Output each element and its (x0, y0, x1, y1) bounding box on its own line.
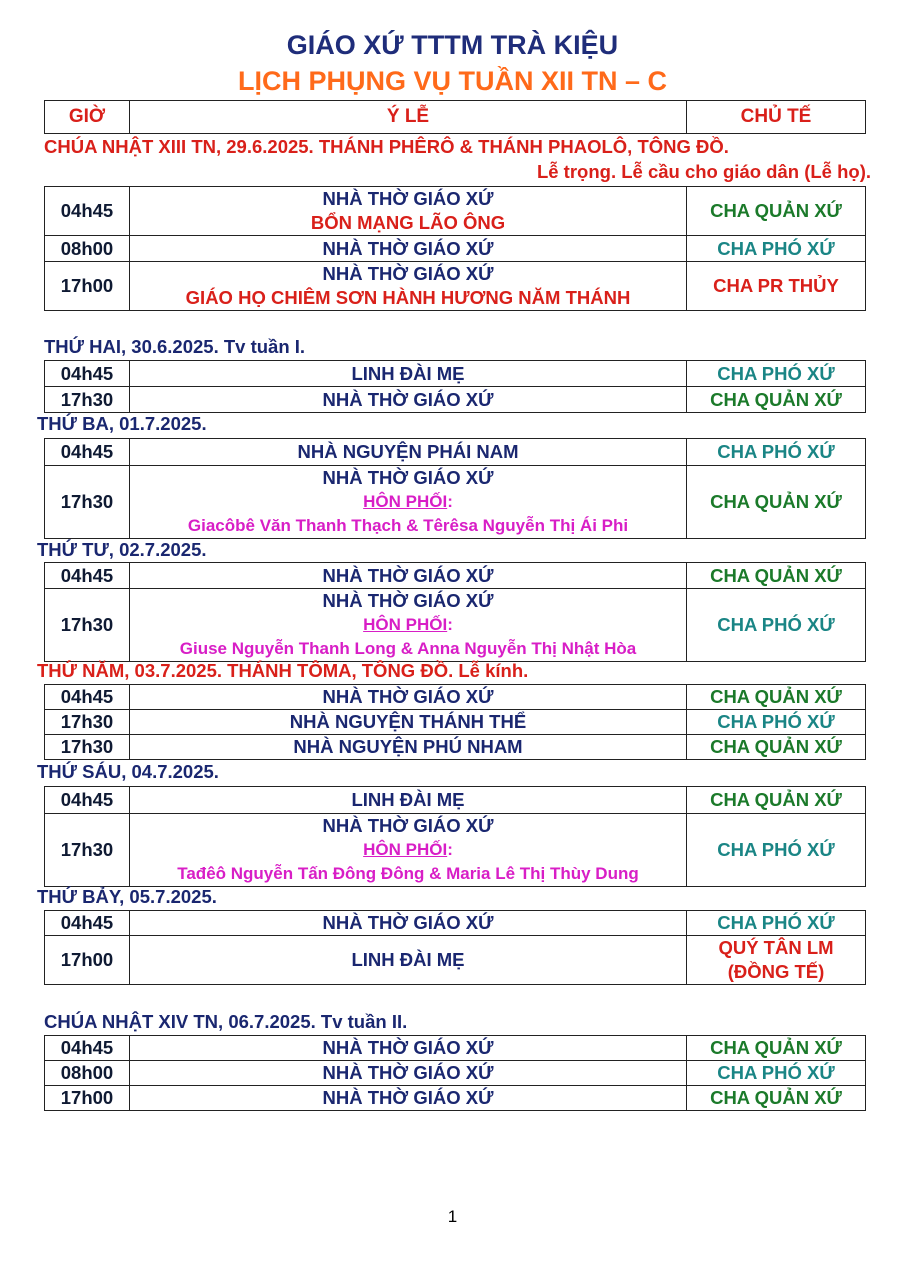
table-row (45, 735, 866, 760)
time-cell: 17h30 (45, 387, 130, 413)
place-cell (130, 262, 687, 311)
couple-names: Giacôbê Văn Thanh Thạch & Têrêsa Nguyễn Thị Ái Phi (187, 516, 629, 535)
celebrant-cell: CHA QUẢN XỨ (687, 466, 866, 539)
event-note: BỔN MẠNG LÃO ÔNG (310, 212, 506, 233)
time-cell: 17h30 (45, 466, 130, 539)
celebrant-note: (ĐỒNG TẾ) (727, 961, 825, 982)
schedule-table-sun-06-7 (44, 1035, 866, 1111)
marriage-label: HÔN PHỐI: (363, 615, 453, 634)
time-cell: 17h00 (45, 1086, 130, 1111)
celebrant-cell: CHA QUẢN XỨ (687, 187, 866, 236)
schedule-table-mon-30-6 (44, 360, 866, 413)
time-cell: 04h45 (45, 685, 130, 710)
day-heading-mon-30-6: THỨ HAI, 30.6.2025. Tv tuần I. (44, 336, 306, 357)
place-cell (130, 814, 687, 887)
place-cell: NHÀ THỜ GIÁO XỨ (130, 387, 687, 413)
time-cell: 17h30 (45, 589, 130, 662)
schedule-table-sat-05-7 (44, 910, 866, 985)
time-cell: 17h30 (45, 735, 130, 760)
header-table (44, 100, 866, 134)
table-row (45, 439, 866, 466)
table-row (45, 1061, 866, 1086)
place-name: NHÀ THỜ GIÁO XỨ (322, 467, 494, 488)
table-row (45, 1036, 866, 1061)
time-cell: 17h00 (45, 262, 130, 311)
table-row (45, 563, 866, 589)
place-cell: LINH ĐÀI MẸ (130, 361, 687, 387)
celebrant-cell: CHA QUẢN XỨ (687, 787, 866, 814)
place-cell: NHÀ THỜ GIÁO XỨ (130, 685, 687, 710)
place-cell: NHÀ NGUYỆN PHÚ NHAM (130, 735, 687, 760)
day-heading-tue-01-7: THỨ BA, 01.7.2025. (37, 413, 207, 434)
schedule-table-sun-29-6 (44, 186, 866, 311)
time-cell: 04h45 (45, 361, 130, 387)
celebrant-cell (687, 936, 866, 985)
time-cell: 04h45 (45, 787, 130, 814)
place-cell: NHÀ THỜ GIÁO XỨ (130, 911, 687, 936)
table-row (45, 387, 866, 413)
time-cell: 04h45 (45, 187, 130, 236)
place-cell (130, 589, 687, 662)
table-row (45, 236, 866, 262)
place-name: NHÀ THỜ GIÁO XỨ (322, 815, 494, 836)
place-cell: LINH ĐÀI MẸ (130, 787, 687, 814)
time-cell: 04h45 (45, 911, 130, 936)
header-celebrant: CHỦ TẾ (687, 101, 866, 134)
day-heading-sun-29-6: CHÚA NHẬT XIII TN, 29.6.2025. THÁNH PHÊRÔ & THÁNH PHAOLÔ, TÔNG ĐỒ. (44, 136, 729, 157)
celebrant-cell: CHA PHÓ XỨ (687, 236, 866, 262)
table-row (45, 589, 866, 662)
schedule-table-thu-03-7 (44, 684, 866, 760)
marriage-label: HÔN PHỐI: (363, 492, 453, 511)
place-cell: NHÀ THỜ GIÁO XỨ (130, 563, 687, 589)
celebrant-cell: CHA QUẢN XỨ (687, 563, 866, 589)
table-row (45, 787, 866, 814)
table-row (45, 466, 866, 539)
table-row (45, 1086, 866, 1111)
time-cell: 04h45 (45, 1036, 130, 1061)
celebrant-cell: CHA QUẢN XỨ (687, 1036, 866, 1061)
day-heading-sat-05-7: THỨ BẢY, 05.7.2025. (37, 886, 217, 907)
celebrant-cell: CHA PHÓ XỨ (687, 361, 866, 387)
event-note: GIÁO HỌ CHIÊM SƠN HÀNH HƯƠNG NĂM THÁNH (185, 287, 631, 308)
celebrant-cell: CHA QUẢN XỨ (687, 387, 866, 413)
time-cell: 04h45 (45, 439, 130, 466)
day-heading-fri-04-7: THỨ SÁU, 04.7.2025. (37, 761, 219, 782)
table-row (45, 911, 866, 936)
header-place: Ý LỄ (130, 101, 687, 134)
time-cell: 17h00 (45, 936, 130, 985)
table-row (45, 187, 866, 236)
day-heading-thu-03-7: THỨ NĂM, 03.7.2025. THÁNH TÔMA, TÔNG ĐỒ. Lễ kính. (37, 660, 529, 681)
place-cell: NHÀ THỜ GIÁO XỨ (130, 1061, 687, 1086)
celebrant-name: QUÝ TÂN LM (718, 937, 834, 958)
celebrant-cell: CHA QUẢN XỨ (687, 1086, 866, 1111)
place-name: NHÀ THỜ GIÁO XỨ (322, 590, 494, 611)
place-cell: NHÀ THỜ GIÁO XỨ (130, 1086, 687, 1111)
table-row (45, 361, 866, 387)
parish-title: GIÁO XỨ TTTM TRÀ KIỆU (286, 30, 619, 60)
day-subheading-sun-29-6: Lễ trọng. Lễ cầu cho giáo dân (Lễ họ). (536, 161, 871, 182)
time-cell: 04h45 (45, 563, 130, 589)
schedule-table-wed-02-7 (44, 562, 866, 662)
celebrant-cell: CHA PHÓ XỨ (687, 814, 866, 887)
time-cell: 08h00 (45, 1061, 130, 1086)
celebrant-cell: CHA QUẢN XỨ (687, 735, 866, 760)
header-time: GIỜ (45, 101, 130, 134)
celebrant-cell: CHA PHÓ XỨ (687, 911, 866, 936)
schedule-title: LỊCH PHỤNG VỤ TUẦN XII TN – C (237, 66, 668, 96)
day-heading-wed-02-7: THỨ TƯ, 02.7.2025. (37, 539, 207, 560)
header-row (45, 101, 866, 134)
couple-names: Giuse Nguyễn Thanh Long & Anna Nguyễn Thị Nhật Hòa (179, 639, 637, 658)
time-cell: 08h00 (45, 236, 130, 262)
table-row (45, 685, 866, 710)
day-heading-sun-06-7: CHÚA NHẬT XIV TN, 06.7.2025. Tv tuần II. (44, 1011, 408, 1032)
celebrant-cell: CHA QUẢN XỨ (687, 685, 866, 710)
place-cell: NHÀ THỜ GIÁO XỨ (130, 1036, 687, 1061)
schedule-table-fri-04-7 (44, 786, 866, 887)
schedule-table-tue-01-7 (44, 438, 866, 539)
place-name: NHÀ THỜ GIÁO XỨ (322, 188, 494, 209)
table-row (45, 710, 866, 735)
time-cell: 17h30 (45, 710, 130, 735)
table-row (45, 936, 866, 985)
place-cell: NHÀ NGUYỆN THÁNH THỂ (130, 710, 687, 735)
table-row (45, 814, 866, 887)
place-name: NHÀ THỜ GIÁO XỨ (322, 263, 494, 284)
marriage-label: HÔN PHỐI: (363, 840, 453, 859)
place-cell (130, 187, 687, 236)
celebrant-cell: CHA PR THỦY (687, 262, 866, 311)
time-cell: 17h30 (45, 814, 130, 887)
place-cell (130, 466, 687, 539)
place-cell: NHÀ THỜ GIÁO XỨ (130, 236, 687, 262)
page-number: 1 (447, 1207, 458, 1226)
celebrant-cell: CHA PHÓ XỨ (687, 710, 866, 735)
table-row (45, 262, 866, 311)
celebrant-cell: CHA PHÓ XỨ (687, 439, 866, 466)
celebrant-cell: CHA PHÓ XỨ (687, 1061, 866, 1086)
place-cell: NHÀ NGUYỆN PHÁI NAM (130, 439, 687, 466)
place-cell: LINH ĐÀI MẸ (130, 936, 687, 985)
celebrant-cell: CHA PHÓ XỨ (687, 589, 866, 662)
couple-names: Tađêô Nguyễn Tấn Đông Đông & Maria Lê Thị Thùy Dung (177, 864, 639, 883)
